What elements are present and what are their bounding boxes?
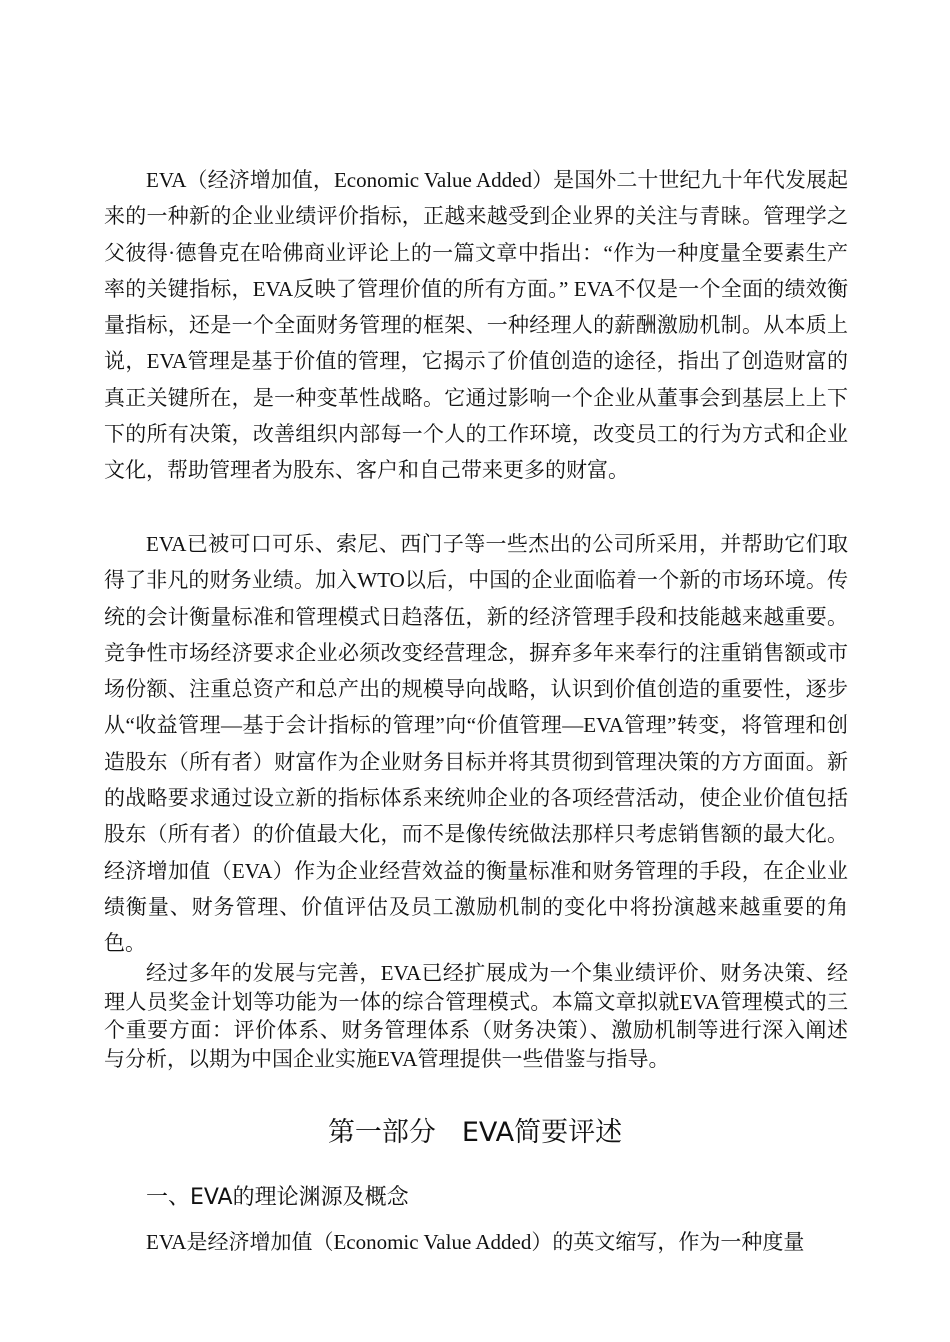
part-heading bbox=[0, 1113, 950, 1153]
intro-paragraph-3: 经过多年的发展与完善，EVA已经扩展成为一个集业绩评价、财务决策、经理人员奖金计划等功能为一体的综合管理模式。本篇文章拟就EVA管理模式的三个重要方面：评价体系、财务管理体系（财务决策）、激励机制等进行深入阐述与分析，以期为中国企业实施EVA管理提供一些借鉴与指导。 bbox=[104, 961, 848, 1071]
part-heading-number: 第一部分 bbox=[327, 1117, 436, 1148]
section-heading: 一、EVA的理论渊源及概念 bbox=[146, 1185, 409, 1210]
section-paragraph: EVA是经济增加值（Economic Value Added）的英文缩写，作为一种度量 bbox=[146, 1230, 805, 1254]
part-heading-title: EVA简要评述 bbox=[461, 1117, 623, 1148]
intro-paragraph-1: EVA（经济增加值，Economic Value Added）是国外二十世纪九十年代发展起来的一种新的企业业绩评价指标，正越来越受到企业界的关注与青睐。管理学之父彼得·德鲁克在哈佛商业评论上的一篇文章中指出：“作为一种度量全要素生产率的关键指标，EVA反映了管理价值的所有方面。” EVA不仅是一个全面的绩效衡量指标，还是一个全面财务管理的框架、一种经理人的薪酬激励机制。从本质上说，EVA管理是基于价值的管理，它揭示了价值创造的途径，指出了创造财富的真正关键所在，是一种变革性战略。它通过影响一个企业从董事会到基层上上下下的所有决策，改善组织内部每一个人的工作环境，改变员工的行为方式和企业文化，帮助管理者为股东、客户和自己带来更多的财富。 bbox=[104, 168, 848, 483]
intro-paragraph-2: EVA已被可口可乐、索尼、西门子等一些杰出的公司所采用，并帮助它们取得了非凡的财务业绩。加入WTO以后，中国的企业面临着一个新的市场环境。传统的会计衡量标准和管理模式日趋落伍，新的经济管理手段和技能越来越重要。竞争性市场经济要求企业必须改变经营理念，摒弃多年来奉行的注重销售额或市场份额、注重总资产和总产出的规模导向战略，认识到价值创造的重要性，逐步从“收益管理—基于会计指标的管理”向“价值管理—EVA管理”转变，将管理和创造股东（所有者）财富作为企业财务目标并将其贯彻到管理决策的方方面面。新的战略要求通过设立新的指标体系来统帅企业的各项经营活动，使企业价值包括股东（所有者）的价值最大化，而不是像传统做法那样只考虑销售额的最大化。经济增加值（EVA）作为企业经营效益的衡量标准和财务管理的手段，在企业业绩衡量、财务管理、价值评估及员工激励机制的变化中将扮演越来越重要的角色。 bbox=[104, 532, 848, 956]
